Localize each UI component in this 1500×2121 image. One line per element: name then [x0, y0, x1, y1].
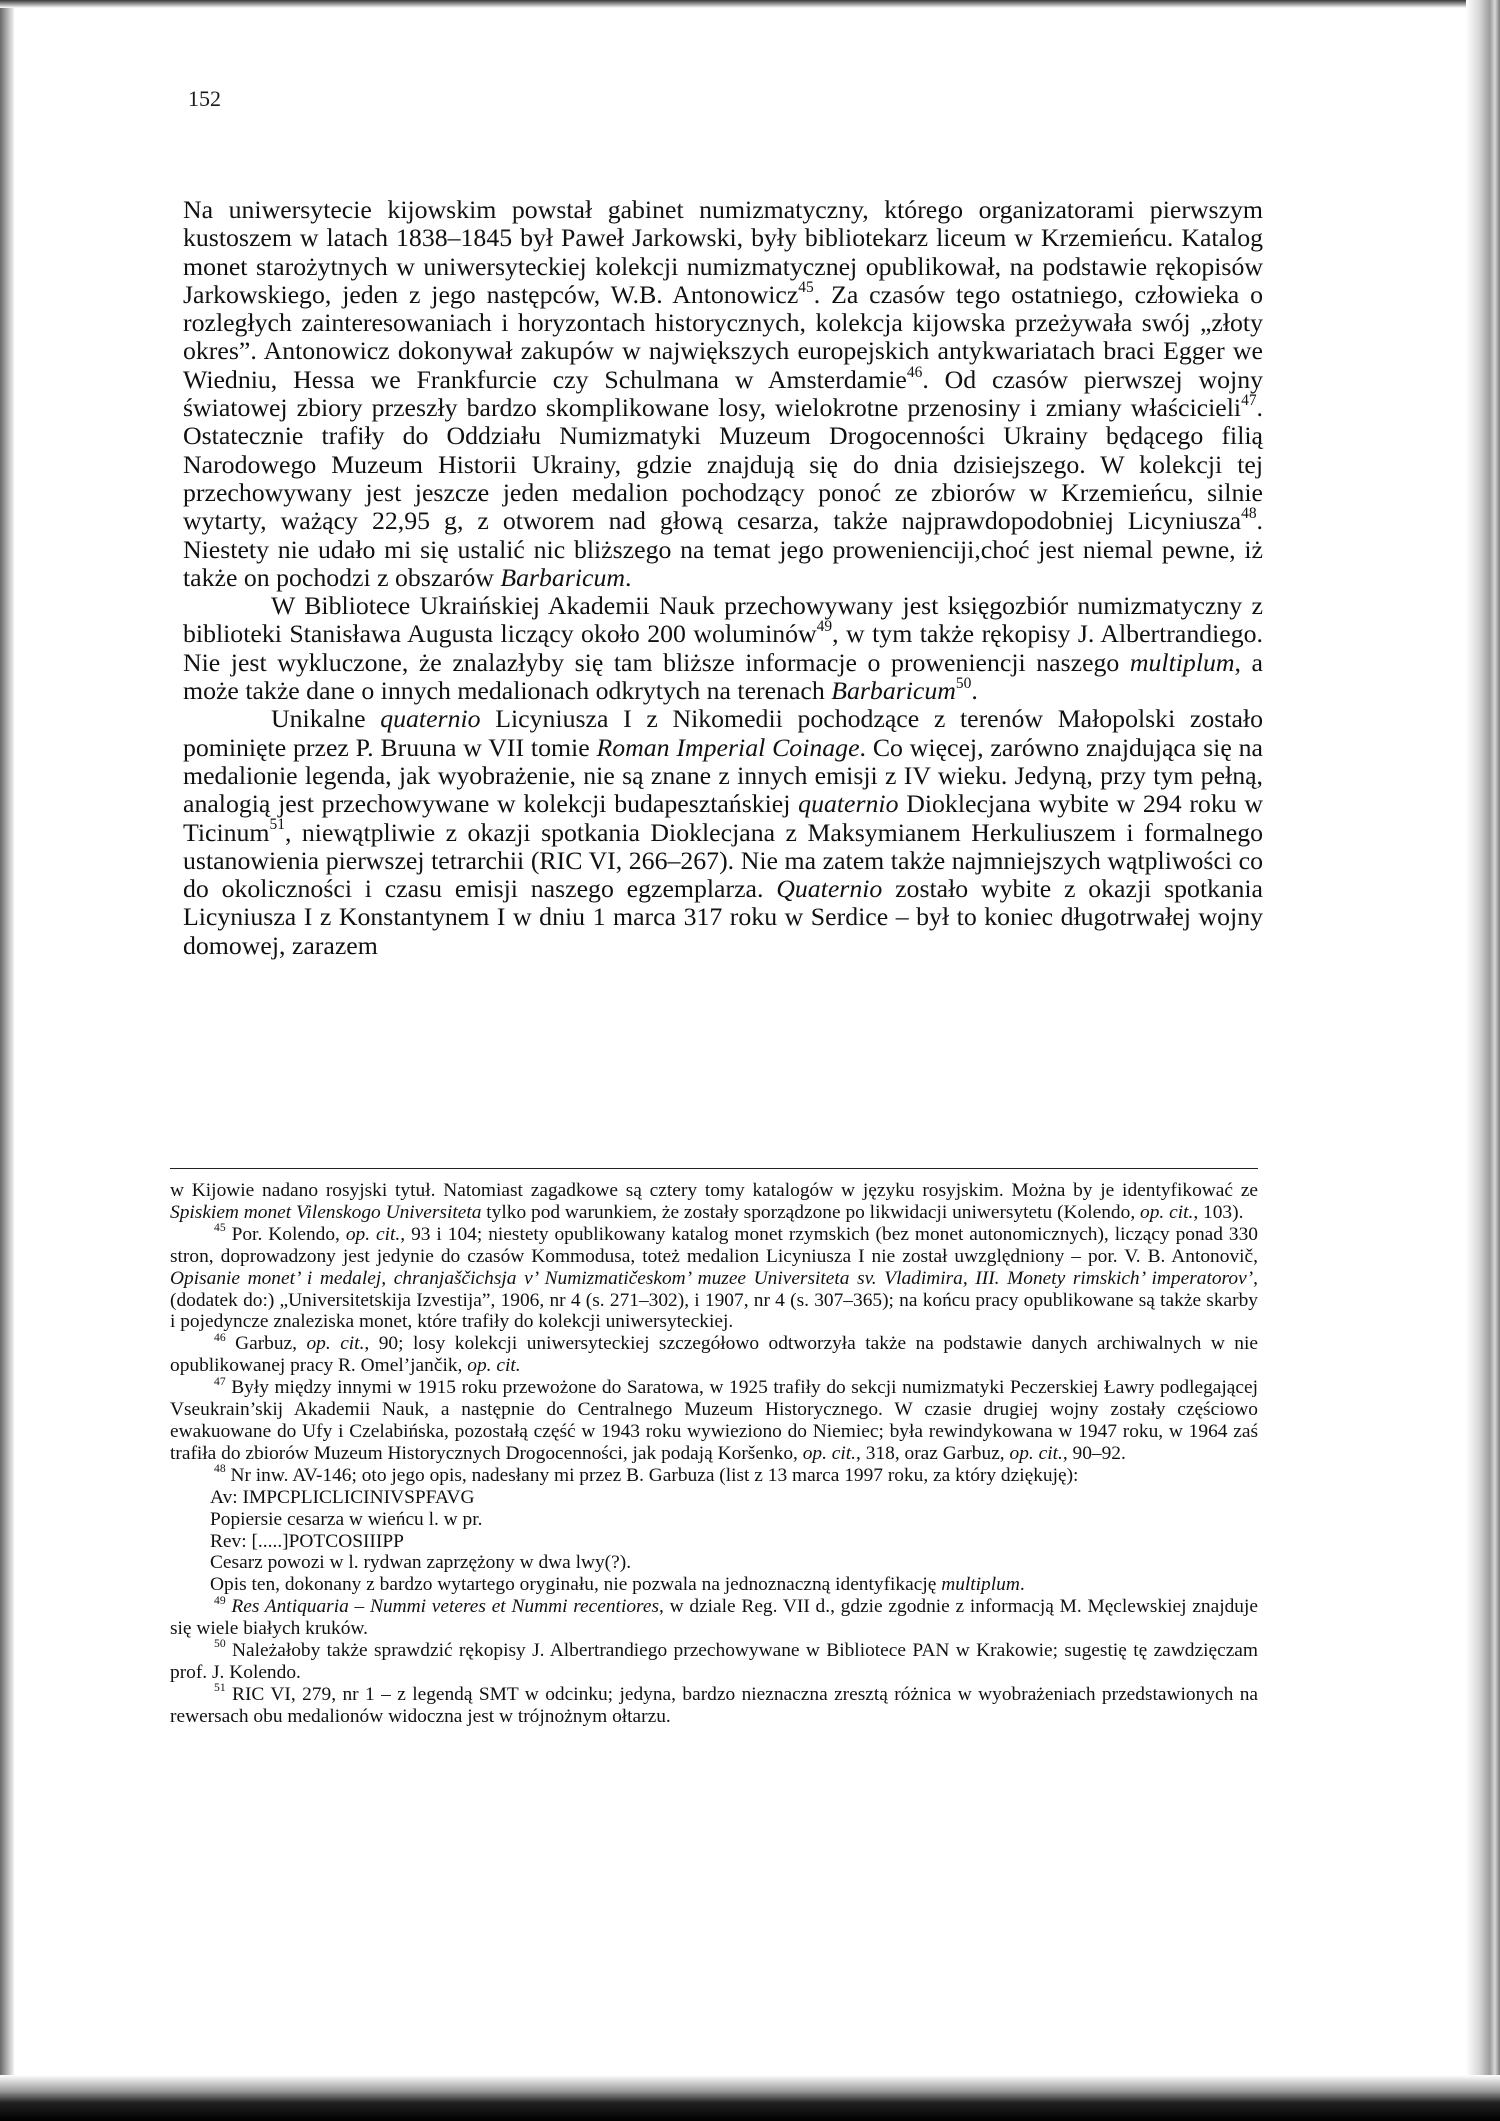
italic-text: Spiskiem monet Vilenskogo Universiteta	[170, 1201, 482, 1223]
footnote-reference: 45	[798, 278, 814, 296]
text-run: Unikalne	[271, 704, 381, 734]
footnote-separator	[170, 1168, 1258, 1169]
page-bottom-edge-shadow	[0, 2075, 1500, 2121]
text-run: Na uniwersytecie kijowskim powstał gabinet numizmatyczny, którego organizatorami pierwszym kustoszem w latach 1838–1845 był Paweł Jarkowski, były bibliotekarz liceum w Krzemieńcu. Katalog monet starożytnych w uniwersyteckiej kolekcji numizmatycznej opublikował, na podstawie rękopisów Jarkowskiego, jeden z jego następców, W.B. Antonowicz	[183, 195, 1263, 309]
text-run: Należałoby także sprawdzić rękopisy J. Albertrandiego przechowywane w Bibliotece PAN w Krakowie; sugestię tę zawdzięczam prof. J. Kolendo.	[170, 1640, 1258, 1683]
text-run: zostało wybite z okazji spotkania Licyniusza I z Konstantynem I w dniu 1 marca 317 roku w Serdice – był to koniec długotrwałej wojny domowej, zarazem	[183, 874, 1263, 960]
footnote-reference: 51	[214, 1681, 226, 1695]
text-run: . Za czasów tego ostatniego, człowieka o rozległych zainteresowaniach i horyzontach historycznych, kolekcja kijowska przeżywała swój „złoty okres”. Antonowicz dokonywał zakupów w największych europejskich antykwariatach braci Egger we Wiedniu, Hessa we Frankfurcie czy Schulmana w Amsterdamie	[183, 279, 1263, 394]
text-run: . Ostatecznie trafiły do Oddziału Numizmatyki Muzeum Drogocenności Ukrainy będącego filią Narodowego Muzeum Historii Ukrainy, gdzie znajdują się do dnia dzisiejszego. W kolekcji tej przechowywany jest jeszcze jeden medalion pochodzący ponoć ze zbiorów w Krzemieńcu, silnie wytarty, ważący 22,95 g, z otworem nad głową cesarza, także najprawdopodobniej Licyniusza	[183, 393, 1263, 536]
page-right-edge-shadow	[1466, 0, 1500, 2121]
footnote-reference: 46	[214, 1330, 226, 1344]
footnote-reference: 49	[816, 618, 833, 636]
italic-text: multiplum	[1129, 647, 1235, 677]
page-number: 152	[188, 86, 221, 111]
text-run: tylko pod warunkiem, że zostały sporządzone po likwidacji uniwersytetu (Kolendo,	[481, 1201, 1141, 1223]
footnote	[170, 1593, 1258, 1640]
footnote	[170, 1330, 1258, 1377]
footnote-reference: 47	[1241, 391, 1257, 409]
footnote-description-line	[170, 1531, 1258, 1553]
italic-text: quaternio	[380, 704, 481, 734]
page-left-edge-shadow	[0, 0, 14, 2121]
text-run: Cesarz powozi w l. rydwan zaprzężony w dwa lwy(?).	[210, 1552, 632, 1574]
footnote-description-line	[170, 1574, 1258, 1596]
italic-text: multiplum	[941, 1574, 1020, 1596]
page-top-edge-shadow	[0, 0, 1500, 8]
text-run: W Bibliotece Ukraińskiej Akademii Nauk przechowywany jest księgozbiór numizmatyczny z biblioteki Stanisława Augusta liczący około 200 woluminów	[183, 591, 1263, 649]
italic-text: op. cit.	[467, 1355, 521, 1377]
footnote-description-line	[170, 1509, 1258, 1531]
text-run: , niewątpliwie z okazji spotkania Dioklecjana z Maksymianem Herkuliuszem i formalnego ustanowienia pierwszej tetrarchii (RIC VI, 266–267). Nie ma zatem także najmniejszych wątpliwości co do okoliczności i czasu emisji naszego egzemplarza.	[183, 817, 1263, 904]
footnote-reference: 50	[214, 1637, 226, 1651]
footnotes	[170, 1180, 1258, 1728]
italic-text: op. cit.	[802, 1442, 857, 1464]
text-run: . Od czasów pierwszej wojny światowej zbiory przeszły bardzo skomplikowane losy, wielokrotne przenosiny i zmiany właścicieli	[183, 364, 1263, 423]
italic-text: op. cit.	[306, 1333, 365, 1355]
footnote-reference: 48	[1241, 505, 1257, 523]
italic-text: op. cit.	[1140, 1201, 1194, 1223]
footnote-reference: 47	[214, 1374, 226, 1388]
footnote	[170, 1462, 1258, 1487]
text-run: , a może także dane o innych medalionach odkrytych na terenach	[183, 647, 1263, 706]
text-run: , w tym także rękopisy J. Albertrandiego. Nie jest wykluczone, że znalazłyby się tam bliższe informacje o proweniencji naszego	[183, 619, 1263, 677]
text-run: .	[1019, 1574, 1025, 1596]
text-run: Licyniusza I z Nikomedii pochodzące z terenów Małopolski zostało pominięte przez P. Bruuna w VII tomie	[183, 704, 1263, 762]
main-text	[183, 196, 1263, 960]
italic-text: Barbaricum	[500, 562, 626, 592]
footnote-reference: 46	[906, 363, 923, 381]
text-run: Były między innymi w 1915 roku przewożone do Saratowa, w 1925 trafiły do sekcji numizmatyki Peczerskiej Ławry podlegającej Vseukrain’skij Akademii Nauk, a następnie do Centralnego Muzeum Historycznego. W czasie drugiej wojny zostały częściowo ewakuowane do Ufy i Czelabińska, pozostałą część w 1943 roku wywieziono do Niemiec; była rewindykowana w 1947 roku, w 1964 zaś trafiła do zbiorów Muzeum Historycznych Drogocenności, jak podają Koršenko,	[170, 1377, 1258, 1464]
text-run: , 90; losy kolekcji uniwersyteckiej szczegółowo odtworzyła także na podstawie danych archiwalnych w nie opublikowanej pracy R. Omel’jančik,	[170, 1333, 1258, 1377]
footnote-reference: 48	[214, 1462, 226, 1476]
text-run: , 103).	[1193, 1201, 1244, 1223]
italic-text: Res Antiquaria – Nummi veteres et Nummi recentiores	[231, 1596, 659, 1618]
text-run: Opis ten, dokonany z bardzo wytartego oryginału, nie pozwala na jednoznaczną identyfikację	[210, 1574, 942, 1596]
text-run: . Co więcej, zarówno znajdująca się na medalionie legenda, jak wyobrażenie, nie są znane z innych emisji z IV wieku. Jedyną, przy tym pełną, analogią jest przechowywane w kolekcji budapesztańskiej	[183, 732, 1263, 819]
text-run: . Niestety nie udało mi się ustalić nic bliższego na temat jego prowenienciji,choć jest niemal pewne, iż także on pochodzi z obszarów	[183, 506, 1263, 592]
footnote-description-line	[170, 1487, 1258, 1509]
footnote	[170, 1180, 1258, 1224]
text-run: , w dziale Reg. VII d., gdzie zgodnie z informacją M. Męclewskiej znajduje się wiele białych kruków.	[170, 1596, 1258, 1640]
italic-text: Quaternio	[776, 874, 883, 904]
text-run: Dioklecjana wybite w 294 roku w Ticinum	[183, 789, 1263, 847]
italic-text: Barbaricum	[831, 676, 956, 706]
italic-text: quaternio	[798, 789, 899, 819]
footnote-reference: 49	[214, 1593, 226, 1607]
text-run: Av: IMPCPLICLICINIVSPFAVG	[210, 1486, 475, 1508]
footnote-description-line	[170, 1552, 1258, 1574]
body-paragraph	[183, 196, 1263, 592]
text-run: , 318, oraz Garbuz,	[856, 1442, 1010, 1464]
footnote	[170, 1637, 1258, 1684]
footnote-reference: 50	[955, 674, 972, 692]
body-paragraph	[183, 592, 1263, 705]
text-run: RIC VI, 279, nr 1 – z legendą SMT w odcinku; jedyna, bardzo nieznaczna zresztą różnica w wyobrażeniach przedstawionych na rewersach obu medalionów widoczna jest w trójnożnym ołtarzu.	[170, 1683, 1258, 1727]
body-paragraph	[183, 705, 1263, 960]
italic-text: Roman Imperial Coinage	[596, 732, 860, 762]
italic-text: op. cit.	[1009, 1442, 1063, 1464]
text-run: Garbuz,	[225, 1333, 307, 1355]
italic-text: op. cit.	[345, 1223, 401, 1245]
footnote	[170, 1374, 1258, 1465]
footnote	[170, 1681, 1258, 1728]
text-run: , 90–92.	[1062, 1442, 1126, 1464]
text-run: .	[971, 676, 978, 706]
text-run: Rev: [.....]POTCOSIIIPP	[210, 1530, 404, 1552]
text-run: w Kijowie nadano rosyjski tytuł. Natomiast zagadkowe są cztery tomy katalogów w języku rosyjskim. Można by je identyfikować ze	[170, 1180, 1258, 1201]
text-run: Popiersie cesarza w wieńcu l. w pr.	[210, 1508, 483, 1530]
text-run: , (dodatek do:) „Universitetskija Izvestija”, 1906, nr 4 (s. 271–302), i 1907, nr 4 (s. 307–365); na końcu pracy opublikowane są także skarby i pojedyncze znaleziska monet, które trafiły do kolekcji uniwersyteckiej.	[170, 1267, 1258, 1333]
footnote-reference: 45	[214, 1221, 226, 1235]
text-run: , 93 i 104; niestety opublikowany katalog monet rzymskich (bez monet autonomicznych), liczący ponad 330 stron, doprowadzony jest jedynie do czasów Kommodusa, toteż medalion Licyniusza I nie został uwzględniony – por. V. B. Antonovič,	[170, 1223, 1258, 1267]
footnote-reference: 51	[269, 816, 285, 834]
italic-text: Opisanie monet’ i medalej, chranjaščichsja v’ Numizmatičeskom’ muzee Universiteta sv. Vladimira, III. Monety rimskich’ imperatorov’	[170, 1267, 1254, 1289]
footnote	[170, 1221, 1258, 1334]
text-run: Nr inw. AV-146; oto jego opis, nadesłany mi przez B. Garbuza (list z 13 marca 1997 roku, za który dziękuję):	[225, 1464, 1079, 1486]
text-run: .	[625, 562, 632, 592]
text-run: Por. Kolendo,	[225, 1223, 346, 1245]
